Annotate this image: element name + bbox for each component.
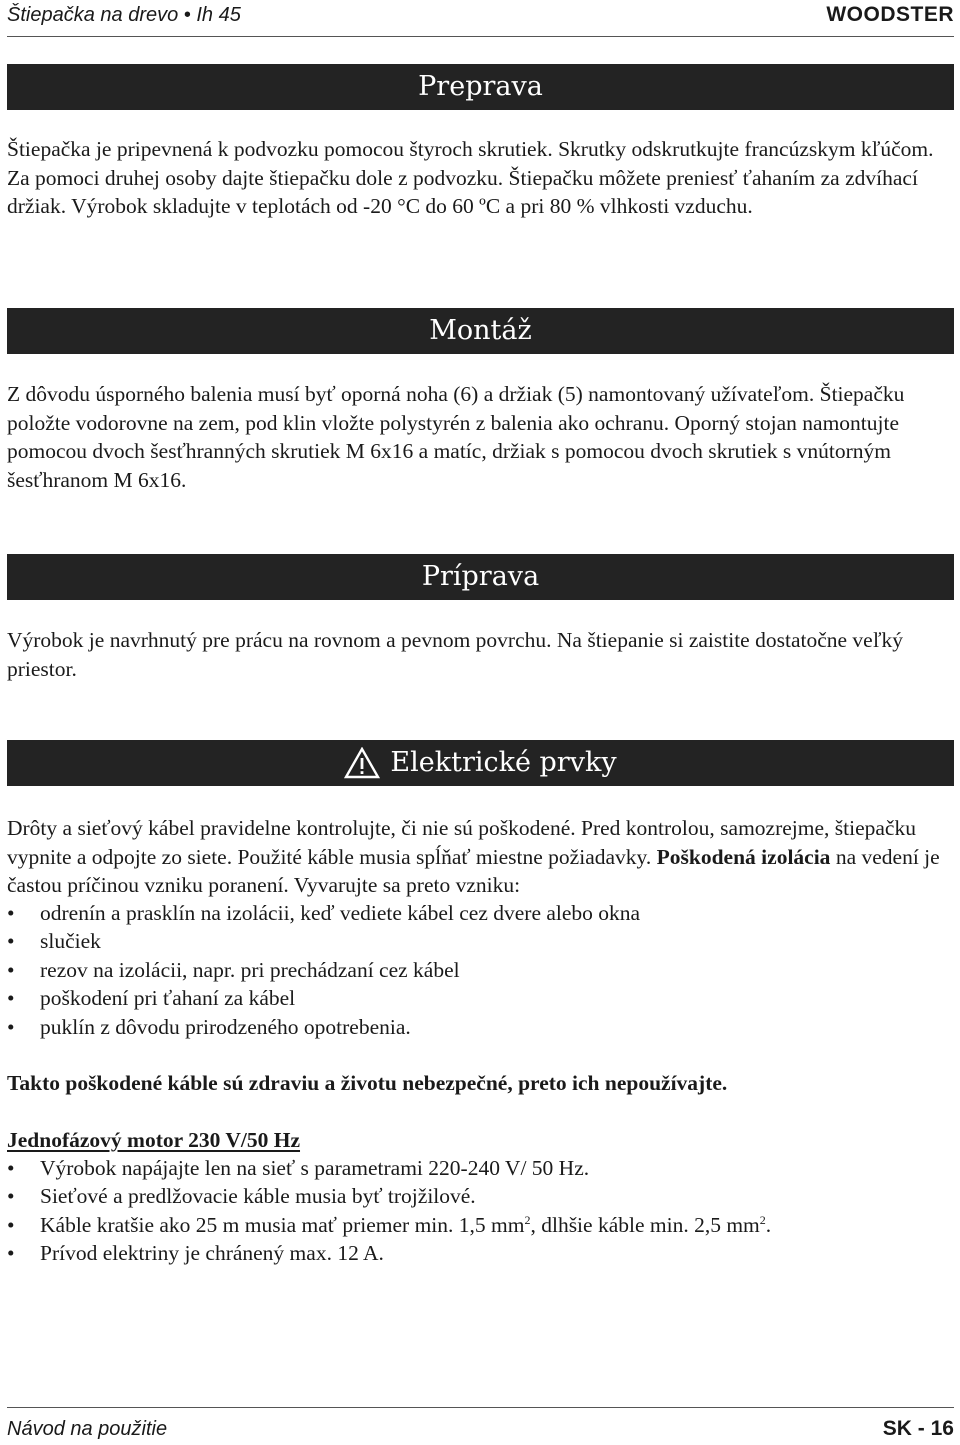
list-item-text: rezov na izolácii, napr. pri prechádzaní cez kábel [40,957,460,982]
list-item [7,984,954,1012]
bullet-glyph: • [7,1241,15,1266]
cable-long-text: , dlhšie káble min. 2,5 mm [530,1212,760,1237]
list-item [7,927,954,955]
section-heading-preprava [7,64,954,110]
section-heading-priprava [7,554,954,600]
list-item [7,956,954,984]
page-header [7,0,954,37]
page-number: SK - 16 [882,1417,954,1440]
preprava-paragraph: Štiepačka je pripevnená k podvozku pomocou štyroch skrutiek. Skrutky odskrutkujte francúzskym kľúčom. Za pomoci druhej osoby dajte štiepačku dole z podvozku. Štiepačku môžete preniesť ťahaním za zdvíhací držiak. Výrobok skladujte v teplotách od -20 °C do 60 ºC a pri 80 % vlhkosti vzduchu. [7,137,934,218]
list-item [7,1239,954,1267]
cable-danger-warning: Takto poškodené káble sú zdraviu a životu nebezpečné, preto ich nepoužívajte. [7,1071,728,1095]
bullet-glyph: • [7,1014,15,1039]
list-item-text [40,1213,771,1237]
elektricke-intro-text: Drôty a sieťový kábel pravidelne kontrolujte, či nie sú poškodené. Pred kontrolou, samozrejme, štiepačku vypnite a odpojte zo siete. Použité káble musia spĺňať miestne požiadavky. [7,816,916,869]
warning-triangle-icon [344,747,380,779]
list-item [7,1013,954,1041]
header-brand: WOODSTER [826,3,954,26]
damaged-insulation-bold: Poškodená izolácia [656,844,831,869]
cable-short-text: Káble kratšie ako 25 m musia mať priemer min. 1,5 mm [40,1212,525,1237]
list-item-text: puklín z dôvodu prirodzeného opotrebenia. [40,1014,411,1039]
insulation-damage-list [7,899,954,1041]
list-item [7,1154,954,1182]
list-item [7,1182,954,1210]
motor-requirements-list [7,1154,954,1268]
bullet-glyph: • [7,929,15,954]
list-item-text: Prívod elektriny je chránený max. 12 A. [40,1241,384,1266]
bullet-glyph: • [7,901,15,925]
sentence-end: . [765,1212,772,1237]
section-title-montaz: Montáž [429,315,532,346]
footer-manual-label: Návod na použitie [7,1418,168,1440]
motor-heading: Jednofázový motor 230 V/50 Hz [7,1128,301,1152]
montaz-paragraph: Z dôvodu úsporného balenia musí byť oporná noha (6) a držiak (5) namontovaný užívateľom. Štiepačku položte vodorovne na zem, pod klin vložte polystyrén z balenia ako ochranu. Oporný stojan namontujte pomocou dvoch šesťhranných skrutiek M 6x16 a matíc, držiak s pomocou dvoch skrutiek s vnútorným šesťhranom M 6x16. [7,382,905,492]
bullet-glyph: • [7,1184,15,1209]
priprava-paragraph: Výrobok je navrhnutý pre prácu na rovnom a pevnom povrchu. Na štiepanie si zaistite dostatočne veľký priestor. [7,628,903,681]
section-title-priprava: Príprava [421,561,540,592]
section-title-preprava: Preprava [418,71,543,102]
bullet-glyph: • [7,1156,15,1180]
bullet-glyph: • [7,1212,15,1237]
superscript: 2 [524,1212,531,1227]
section-heading-montaz [7,308,954,354]
damaged-insulation-text: na vedení je častou príčinou vzniku poranení. Vyvarujte sa preto vzniku: [7,844,940,897]
elektricke-intro [7,814,954,900]
page-footer [7,1407,954,1445]
list-item-text: poškodení pri ťahaní za kábel [40,986,296,1011]
section-title-elektricke: Elektrické prvky [390,747,617,778]
list-item [7,1211,954,1239]
bullet-glyph: • [7,957,15,982]
list-item-text: slučiek [40,929,101,954]
list-item-text: Výrobok napájajte len na sieť s parametrami 220-240 V/ 50 Hz. [40,1156,590,1180]
section-heading-elektricke [7,740,954,786]
list-item [7,899,954,927]
bullet-glyph: • [7,986,15,1011]
header-product-title: Štiepačka na drevo • Ih 45 [7,4,241,26]
superscript: 2 [759,1212,766,1227]
list-item-text: Sieťové a predlžovacie káble musia byť trojžilové. [40,1184,476,1209]
list-item-text: odrenín a prasklín na izolácii, keď vediete kábel cez dvere alebo okna [40,901,641,925]
